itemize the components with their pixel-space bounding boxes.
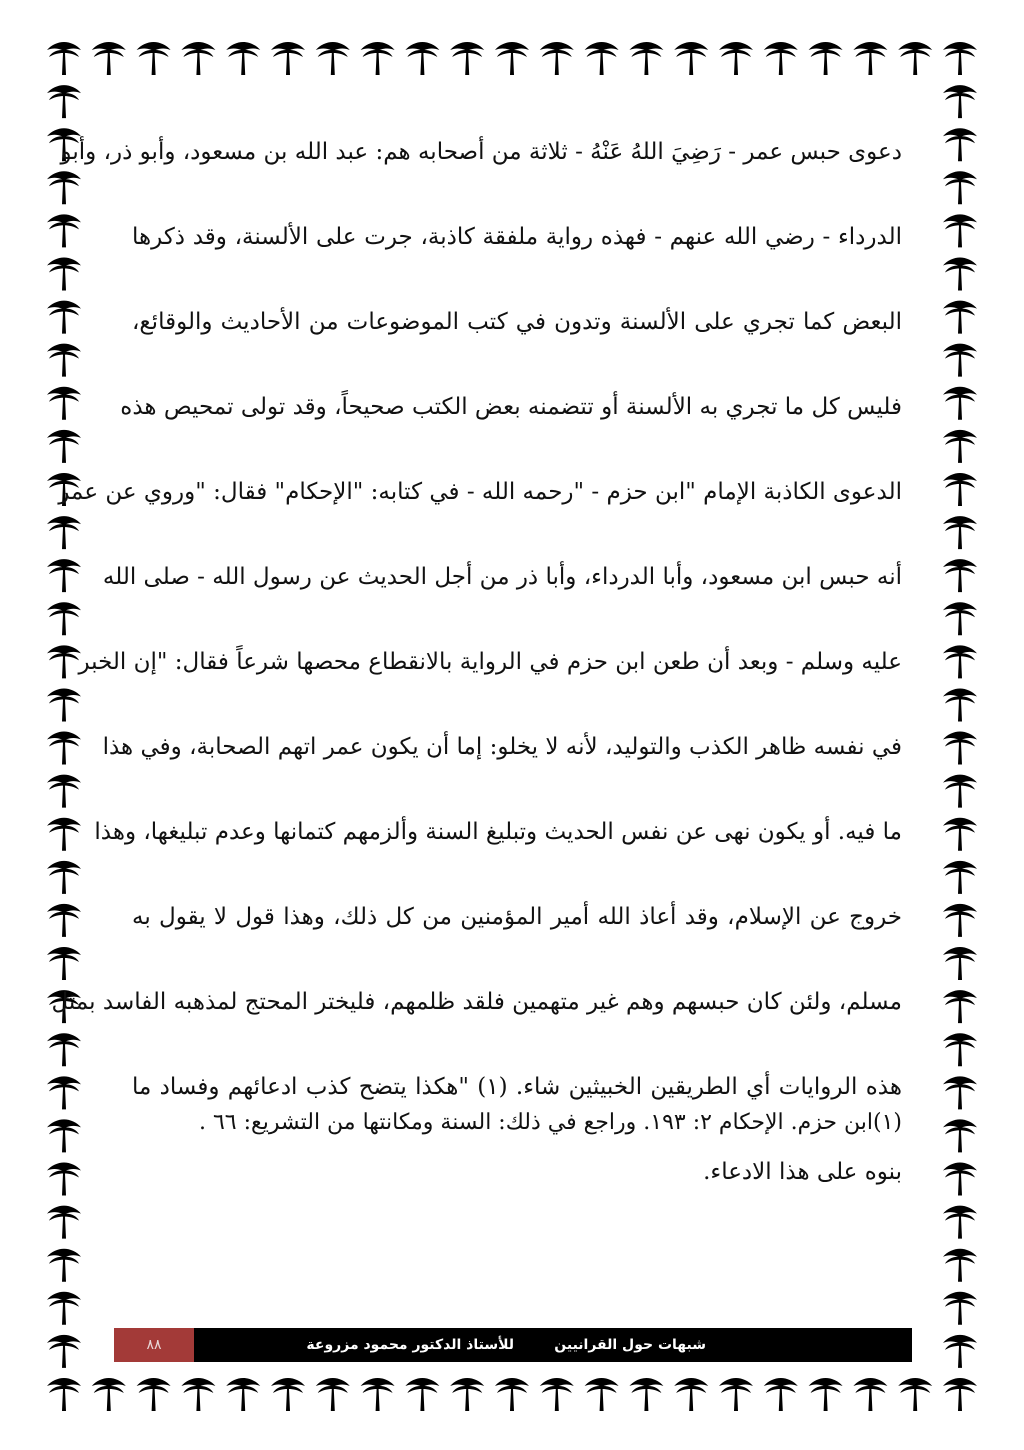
palm-tree-icon: [943, 818, 977, 851]
palm-tree-icon: [405, 42, 439, 75]
palm-tree-icon: [898, 1378, 932, 1411]
palm-tree-icon: [47, 85, 81, 118]
palm-tree-icon: [943, 1076, 977, 1109]
palm-tree-icon: [47, 430, 81, 463]
palm-tree-icon: [943, 42, 977, 75]
palm-tree-icon: [361, 1378, 395, 1411]
palm-tree-icon: [271, 42, 305, 75]
palm-tree-icon: [943, 171, 977, 204]
palm-tree-icon: [943, 1378, 977, 1411]
palm-tree-icon: [943, 861, 977, 894]
palm-tree-icon: [47, 42, 81, 75]
text-line: في نفسه ظاهر الكذب والتوليد، لأنه لا يخلو: إما أن يكون عمر اتهم الصحابة، وفي هذا: [102, 734, 902, 760]
footer-author: للأستاذ الدكتور محمود مزروعة: [306, 1337, 514, 1353]
palm-tree-icon: [47, 257, 81, 290]
palm-tree-icon: [361, 42, 395, 75]
palm-tree-icon: [943, 1033, 977, 1066]
text-line: ما فيه. أو يكون نهى عن نفس الحديث وتبليغ السنة وألزمهم كتمانها وعدم تبليغها، وهذا: [94, 819, 902, 845]
palm-tree-icon: [674, 1378, 708, 1411]
palm-tree-icon: [47, 1249, 81, 1282]
palm-tree-icon: [47, 1335, 81, 1368]
palm-tree-icon: [674, 42, 708, 75]
palm-tree-icon: [47, 301, 81, 334]
palm-tree-icon: [943, 1206, 977, 1239]
palm-tree-icon: [540, 1378, 574, 1411]
palm-tree-icon: [495, 1378, 529, 1411]
palm-tree-icon: [450, 1378, 484, 1411]
palm-tree-icon: [943, 990, 977, 1023]
palm-tree-icon: [226, 1378, 260, 1411]
palm-tree-icon: [943, 947, 977, 980]
page-number: ٨٨: [114, 1328, 194, 1362]
palm-tree-icon: [585, 42, 619, 75]
palm-tree-icon: [719, 1378, 753, 1411]
palm-tree-icon: [943, 430, 977, 463]
palm-tree-icon: [943, 1119, 977, 1152]
palm-tree-icon: [316, 1378, 350, 1411]
text-line: مسلم، ولئن كان حبسهم وهم غير متهمين فلقد ظلمهم، فليختر المحتج لمذهبه الفاسد بمثل: [51, 989, 902, 1015]
footer-bar: [114, 1328, 912, 1362]
palm-tree-icon: [316, 42, 350, 75]
palm-tree-icon: [943, 473, 977, 506]
text-line: دعوى حبس عمر - رَضِيَ اللهُ عَنْهُ - ثلاثة من أصحابه هم: عبد الله بن مسعود، وأبو ذر، وأبو: [60, 139, 902, 165]
palm-tree-icon: [540, 42, 574, 75]
palm-tree-icon: [943, 301, 977, 334]
palm-tree-icon: [47, 559, 81, 592]
text-line: البعض كما تجري على الألسنة وتدون في كتب الموضوعات من الأحاديث والوقائع،: [132, 309, 902, 335]
palm-tree-icon: [943, 688, 977, 721]
footnote: (١)ابن حزم. الإحكام ٢: ١٩٣. وراجع في ذلك: السنة ومكانتها من التشريع: ٦٦ .: [198, 1110, 902, 1135]
palm-tree-icon: [181, 1378, 215, 1411]
palm-tree-icon: [943, 559, 977, 592]
palm-tree-icon: [943, 1335, 977, 1368]
text-line: هذه الروايات أي الطريقين الخبيثين شاء. (١) "هكذا يتضح كذب ادعائهم وفساد ما: [132, 1074, 902, 1100]
palm-tree-icon: [47, 1292, 81, 1325]
text-line: بنوه على هذا الادعاء.: [703, 1159, 902, 1185]
palm-tree-icon: [943, 344, 977, 377]
palm-tree-icon: [853, 1378, 887, 1411]
palm-tree-icon: [137, 42, 171, 75]
palm-tree-icon: [943, 214, 977, 247]
palm-tree-icon: [719, 42, 753, 75]
palm-tree-icon: [92, 1378, 126, 1411]
palm-tree-icon: [943, 904, 977, 937]
palm-tree-icon: [405, 1378, 439, 1411]
palm-tree-icon: [943, 732, 977, 765]
text-line: خروج عن الإسلام، وقد أعاذ الله أمير المؤمنين من كل ذلك، وهذا قول لا يقول به: [132, 904, 902, 930]
palm-tree-icon: [585, 1378, 619, 1411]
palm-tree-icon: [47, 1378, 81, 1411]
palm-tree-icon: [47, 775, 81, 808]
text-line: عليه وسلم - وبعد أن طعن ابن حزم في الرواية بالانقطاع محصها شرعاً فقال: "إن الخبر: [78, 649, 902, 675]
text-line: فليس كل ما تجري به الألسنة أو تتضمنه بعض الكتب صحيحاً، وقد تولى تمحيص هذه: [120, 394, 902, 420]
palm-tree-icon: [181, 42, 215, 75]
palm-tree-icon: [943, 775, 977, 808]
palm-tree-icon: [47, 645, 81, 678]
palm-tree-icon: [47, 1206, 81, 1239]
palm-tree-icon: [47, 732, 81, 765]
palm-tree-icon: [764, 1378, 798, 1411]
palm-tree-icon: [809, 42, 843, 75]
palm-tree-icon: [943, 602, 977, 635]
text-line: أنه حبس ابن مسعود، وأبا الدرداء، وأبا ذر من أجل الحديث عن رسول الله - صلى الله: [102, 564, 902, 590]
palm-tree-icon: [47, 1163, 81, 1196]
palm-tree-icon: [943, 257, 977, 290]
palm-tree-icon: [47, 1033, 81, 1066]
palm-tree-icon: [47, 1119, 81, 1152]
palm-tree-icon: [47, 344, 81, 377]
palm-tree-icon: [809, 1378, 843, 1411]
palm-tree-icon: [226, 42, 260, 75]
palm-tree-icon: [943, 516, 977, 549]
palm-tree-icon: [137, 1378, 171, 1411]
palm-tree-icon: [853, 42, 887, 75]
palm-tree-icon: [47, 214, 81, 247]
palm-tree-icon: [943, 85, 977, 118]
palm-tree-icon: [47, 688, 81, 721]
main-text: [51, 122, 902, 1227]
palm-tree-icon: [943, 645, 977, 678]
palm-tree-icon: [47, 387, 81, 420]
palm-tree-icon: [450, 42, 484, 75]
palm-tree-icon: [943, 1163, 977, 1196]
text-line: الدرداء - رضي الله عنهم - فهذه رواية ملفقة كاذبة، جرت على الألسنة، وقد ذكرها: [132, 224, 902, 250]
text-line: الدعوى الكاذبة الإمام "ابن حزم - "رحمه الله - في كتابه: "الإحكام" فقال: "وروي عن عمر: [58, 479, 902, 505]
palm-tree-icon: [943, 128, 977, 161]
palm-tree-icon: [764, 42, 798, 75]
palm-tree-icon: [943, 1249, 977, 1282]
palm-tree-icon: [629, 42, 663, 75]
palm-tree-icon: [47, 861, 81, 894]
palm-tree-icon: [47, 602, 81, 635]
palm-tree-icon: [943, 387, 977, 420]
footer-book-title: شبهات حول القرانيين: [554, 1337, 706, 1353]
palm-tree-icon: [629, 1378, 663, 1411]
palm-tree-icon: [92, 42, 126, 75]
palm-tree-icon: [47, 818, 81, 851]
palm-tree-icon: [271, 1378, 305, 1411]
palm-tree-icon: [943, 1292, 977, 1325]
palm-tree-icon: [898, 42, 932, 75]
palm-tree-icon: [495, 42, 529, 75]
palm-tree-icon: [47, 1076, 81, 1109]
palm-tree-icon: [47, 904, 81, 937]
